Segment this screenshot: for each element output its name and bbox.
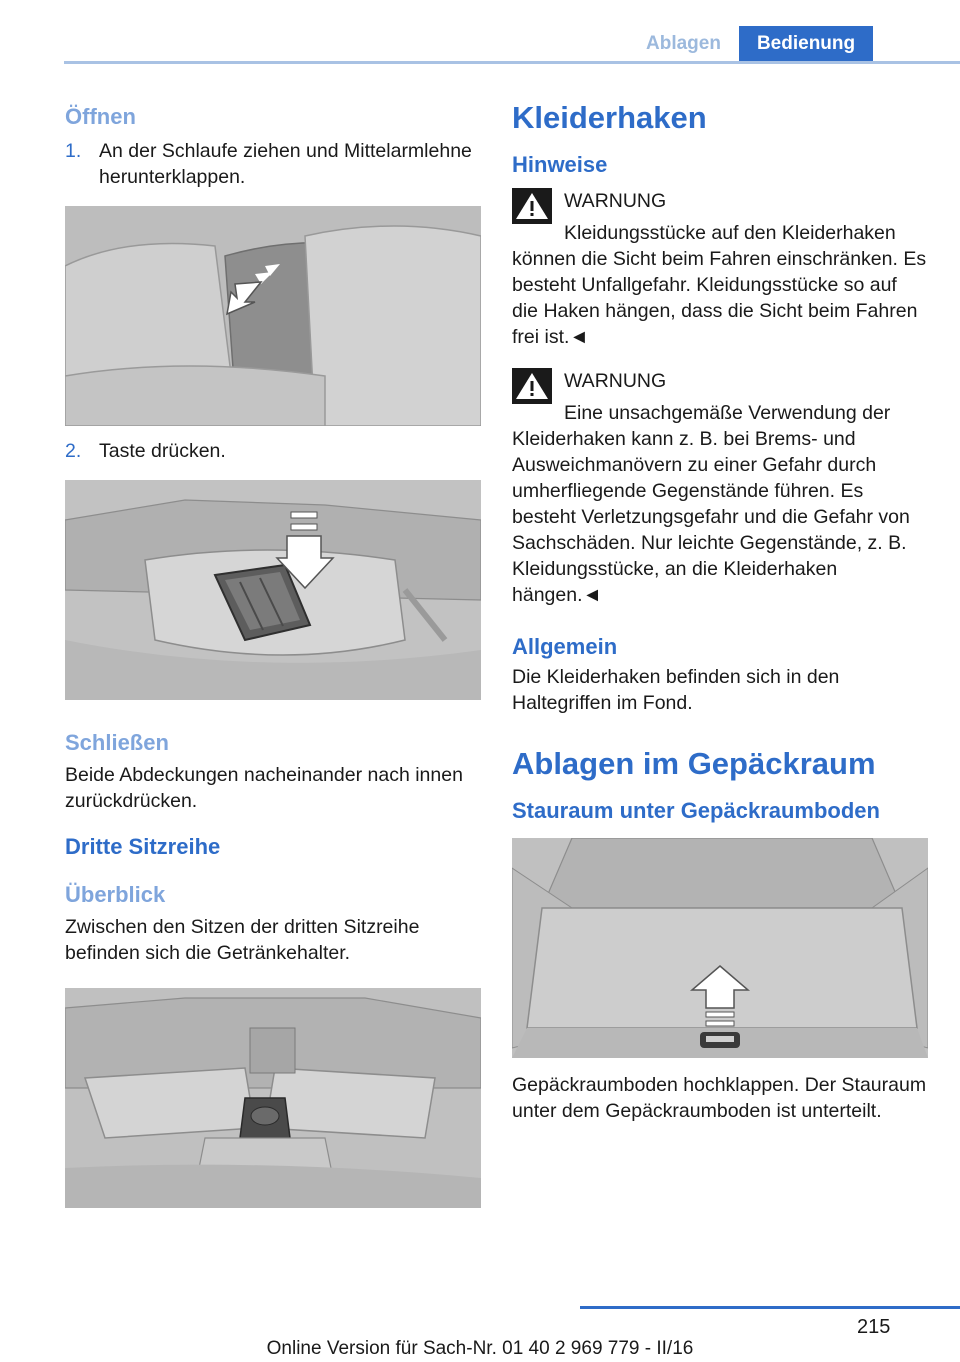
warning-2-rest: Kleiderhaken kann z. B. bei Brems- und Ausweichmanövern zu einer Gefahr durch umherfliegende Gegenstände führen. Es besteht Verletzungsgefahr und die Gefahr von Sachschäden. Nur leichte Gegenstände, z. B. Kleidungsstücke, an die Kleiderhaken hängen.◄ — [512, 428, 910, 606]
step-2-number: 2. — [65, 440, 82, 462]
oeffnen-heading: Öffnen — [65, 104, 136, 129]
ueberblick-text: Zwischen den Sitzen der dritten Sitzreihe befinden sich die Getränkehalter. — [65, 916, 420, 964]
warning-block-2 — [512, 368, 928, 608]
stauraum-text: Gepäckraumboden hochklappen. Der Stauraum unter dem Gepäckraumboden ist unterteilt. — [512, 1074, 927, 1122]
schliessen-text: Beide Abdeckungen nacheinander nach innen zurückdrücken. — [65, 764, 463, 812]
footer-rule — [580, 1306, 960, 1309]
schliessen-heading: Schließen — [65, 730, 169, 755]
armrest-button-image — [65, 480, 481, 700]
luggage-compartment-image — [512, 838, 928, 1058]
allgemein-text: Die Kleiderhaken befinden sich in den Haltegriffen im Fond. — [512, 666, 840, 714]
hinweise-heading: Hinweise — [512, 152, 608, 177]
page-number: 215 — [857, 1316, 891, 1338]
step-2-text: Taste drücken. — [99, 440, 226, 462]
header-tabs — [628, 26, 873, 62]
warning-2-title: WARNUNG — [564, 370, 667, 392]
warning-2-body — [512, 400, 928, 608]
step-1-number: 1. — [65, 140, 82, 162]
step-1 — [65, 138, 481, 190]
allgemein-heading: Allgemein — [512, 634, 618, 659]
step-2 — [65, 438, 481, 464]
ueberblick-heading: Überblick — [65, 882, 166, 907]
third-row-cupholder-image — [65, 988, 481, 1208]
stauraum-heading: Stauraum unter Gepäckraumboden — [512, 798, 880, 823]
rear-seat-armrest-image — [65, 206, 481, 426]
left-column — [65, 100, 481, 1208]
warning-2-first-line: Eine unsachgemäße Verwendung der — [564, 402, 891, 424]
header-rule — [64, 61, 960, 64]
warning-1-body — [512, 220, 928, 350]
warning-triangle-icon — [512, 368, 552, 404]
tab-ablagen[interactable]: Ablagen — [628, 26, 739, 62]
tab-bedienung[interactable]: Bedienung — [739, 26, 873, 62]
kleiderhaken-heading: Kleiderhaken — [512, 100, 707, 135]
warning-1-rest: können die Sicht beim Fahren einschränken. Es besteht Unfallgefahr. Kleidungsstücke so auf die Haken hängen, dass die Sicht beim Fahren frei ist.◄ — [512, 248, 927, 348]
online-version-text: Online Version für Sach-Nr. 01 40 2 969 779 - II/16 — [266, 1338, 694, 1359]
warning-block-1 — [512, 188, 928, 350]
warning-1-title: WARNUNG — [564, 190, 667, 212]
warning-triangle-icon — [512, 188, 552, 224]
ablagen-gepaeckraum-heading: Ablagen im Gepäckraum — [512, 746, 876, 781]
step-1-text: An der Schlaufe ziehen und Mittelarmlehne herunterklappen. — [99, 140, 472, 188]
warning-1-first-line: Kleidungsstücke auf den Kleiderhaken — [564, 222, 896, 244]
dritte-sitzreihe-heading: Dritte Sitzreihe — [65, 834, 221, 859]
right-column — [512, 100, 928, 1124]
